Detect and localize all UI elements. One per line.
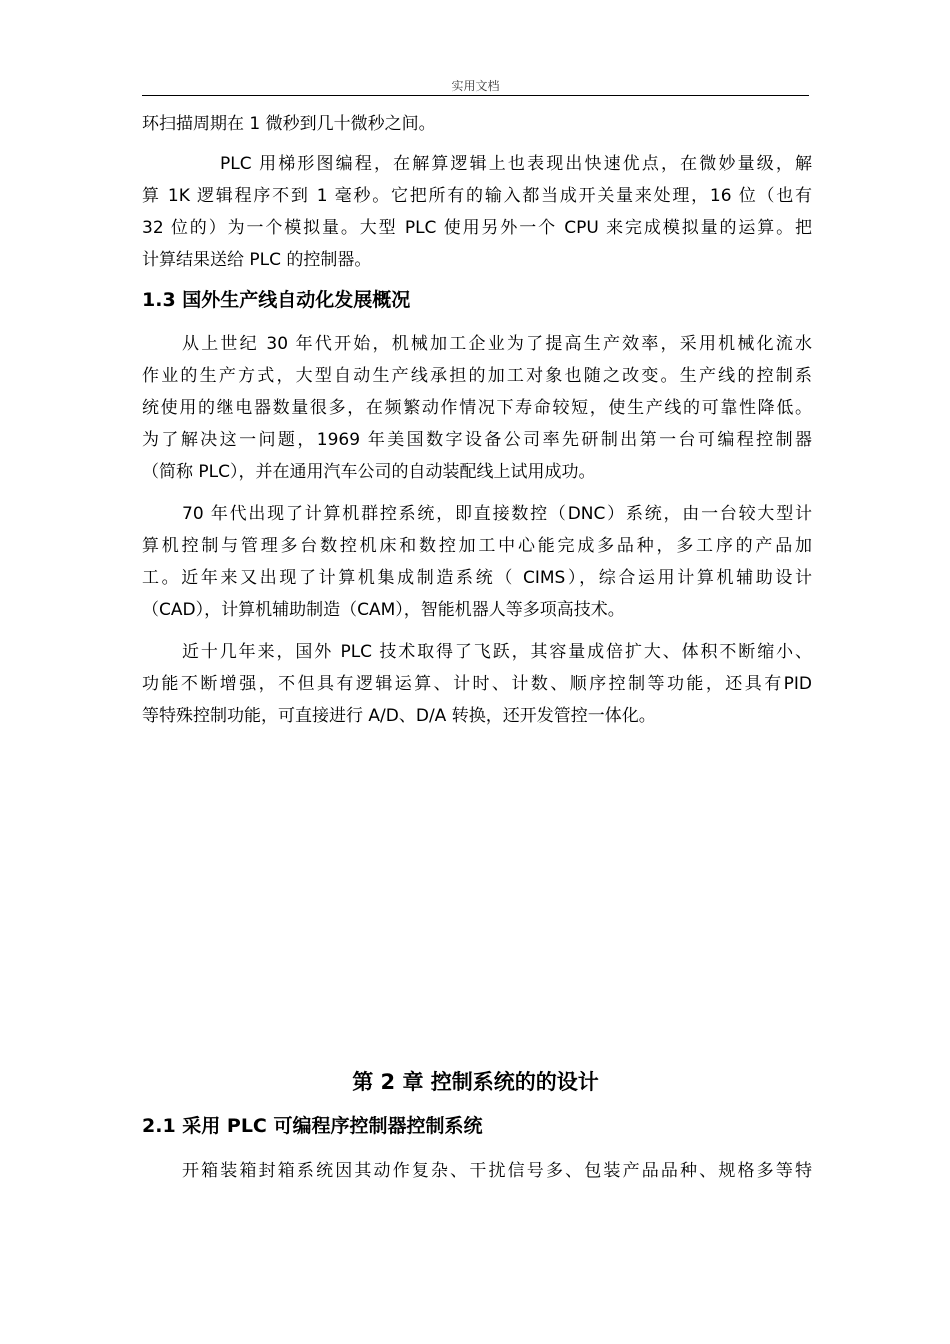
- text-line: 算机控制与管理多台数控机床和数控加工中心能完成多品种，多工序的产品加: [142, 536, 812, 556]
- chapter-title: 第 2 章 控制系统的的设计: [352, 1070, 599, 1094]
- text-line: 开箱装箱封箱系统因其动作复杂、干扰信号多、包装产品品种、规格多等特: [182, 1161, 812, 1181]
- paragraph-dnc: [142, 498, 812, 626]
- text-line: 功能不断增强，不但具有逻辑运算、计时、计数、顺序控制等功能，还具有PID: [142, 674, 812, 694]
- text-line: 工。近年来又出现了计算机集成制造系统（ CIMS），综合运用计算机辅助设计: [142, 568, 812, 588]
- text-line: 为了解决这一问题，1969 年美国数字设备公司率先研制出第一台可编程控制器: [142, 430, 812, 450]
- section-heading-1-3: 1.3 国外生产线自动化发展概况: [142, 289, 411, 311]
- paragraph-plc-programming: [142, 148, 812, 276]
- text-line: 等特殊控制功能，可直接进行 A/D、D/A 转换，还开发管控一体化。: [142, 706, 656, 726]
- text-line: 计算结果送给 PLC 的控制器。: [142, 250, 372, 270]
- paragraph-continuation: [142, 108, 812, 140]
- text-line: PLC 用梯形图编程，在解算逻辑上也表现出快速优点，在微妙量级，解: [220, 154, 812, 174]
- section-heading-2-1: 2.1 采用 PLC 可编程序控制器控制系统: [142, 1115, 483, 1137]
- text-line: 环扫描周期在 1 微秒到几十微秒之间。: [142, 114, 436, 134]
- text-line: 32 位的）为一个模拟量。大型 PLC 使用另外一个 CPU 来完成模拟量的运算。把: [142, 218, 812, 238]
- text-line: 统使用的继电器数量很多，在频繁动作情况下寿命较短，使生产线的可靠性降低。: [142, 398, 812, 418]
- page-header: 实用文档: [142, 78, 809, 96]
- text-line: （简称 PLC），并在通用汽车公司的自动装配线上试用成功。: [142, 462, 596, 482]
- paragraph-system-intro: [142, 1155, 812, 1187]
- text-line: 70 年代出现了计算机群控系统，即直接数控（DNC）系统，由一台较大型计: [182, 504, 812, 524]
- paragraph-history: [142, 328, 812, 488]
- text-line: 近十几年来，国外 PLC 技术取得了飞跃，其容量成倍扩大、体积不断缩小、: [182, 642, 812, 662]
- paragraph-plc-progress: [142, 636, 812, 732]
- text-line: 从上世纪 30 年代开始，机械加工企业为了提高生产效率，采用机械化流水: [182, 334, 812, 354]
- text-line: 算 1K 逻辑程序不到 1 毫秒。它把所有的输入都当成开关量来处理，16 位（也有: [142, 186, 812, 206]
- text-line: 作业的生产方式，大型自动生产线承担的加工对象也随之改变。生产线的控制系: [142, 366, 812, 386]
- text-line: （CAD），计算机辅助制造（CAM），智能机器人等多项高技术。: [142, 600, 625, 620]
